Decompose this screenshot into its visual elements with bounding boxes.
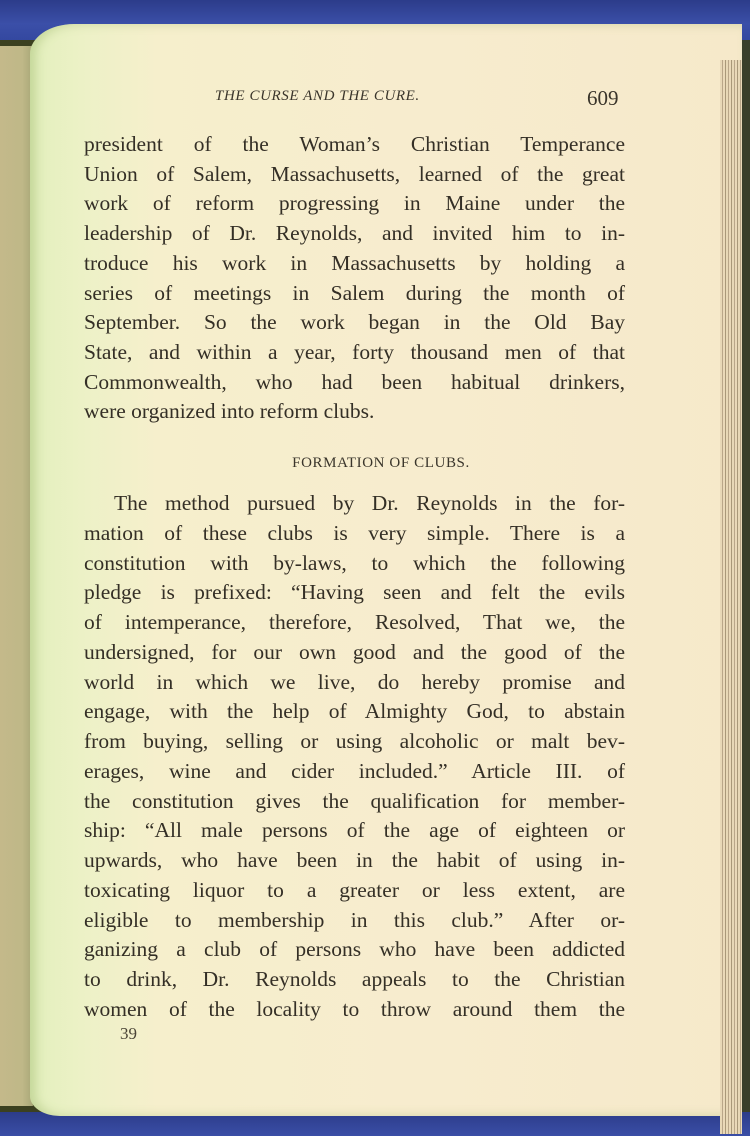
text-line: women of the locality to throw around them the [84,996,625,1021]
page-stack-edges [720,60,742,1134]
text-line: president of the Woman’s Christian Temperance [84,132,625,156]
text-line: Commonwealth, who had been habitual drinkers, [84,369,625,394]
signature-mark: 39 [120,1024,137,1043]
section-heading: FORMATION OF CLUBS. [292,455,470,471]
text-line: world in which we live, do hereby promise and [84,669,625,694]
text-line: State, and within a year, forty thousand men of that [84,339,625,364]
text-line: of intemperance, therefore, Resolved, That we, the [84,610,625,634]
facing-page-edge [0,46,33,1106]
text-line: leadership of Dr. Reynolds, and invited him to in- [84,221,625,246]
text-line: undersigned, for our own good and the good of the [84,639,625,664]
page-number: 609 [587,86,619,110]
text-line: The method pursued by Dr. Reynolds in the for- [114,491,625,515]
text-line: series of meetings in Salem during the month of [84,280,625,305]
text-line: to drink, Dr. Reynolds appeals to the Christian [84,967,625,991]
text-line: were organized into reform clubs. [84,399,375,424]
text-line: work of reform progressing in Maine under the [84,191,625,216]
text-line: September. So the work began in the Old Bay [84,310,625,335]
text-line: ship: “All male persons of the age of eighteen or [84,818,625,843]
text-line: the constitution gives the qualification for member- [84,788,625,813]
text-line: troduce his work in Massachusetts by holding a [84,250,625,275]
text-line: engage, with the help of Almighty God, to abstain [84,699,625,724]
text-line: mation of these clubs is very simple. There is a [84,520,625,545]
text-line: eligible to membership in this club.” After or- [84,907,625,932]
text-line: ganizing a club of persons who have been addicted [84,937,625,962]
text-line: from buying, selling or using alcoholic or malt bev- [84,729,625,753]
text-line: erages, wine and cider included.” Article III. of [84,758,625,783]
running-head: THE CURSE AND THE CURE. [215,88,420,104]
text-line: upwards, who have been in the habit of using in- [84,848,625,872]
text-line: toxicating liquor to a greater or less extent, are [84,877,625,902]
text-line: constitution with by-laws, to which the following [84,550,625,575]
text-line: pledge is prefixed: “Having seen and felt the evils [84,580,625,605]
text-line: Union of Salem, Massachusetts, learned of the great [84,161,625,186]
